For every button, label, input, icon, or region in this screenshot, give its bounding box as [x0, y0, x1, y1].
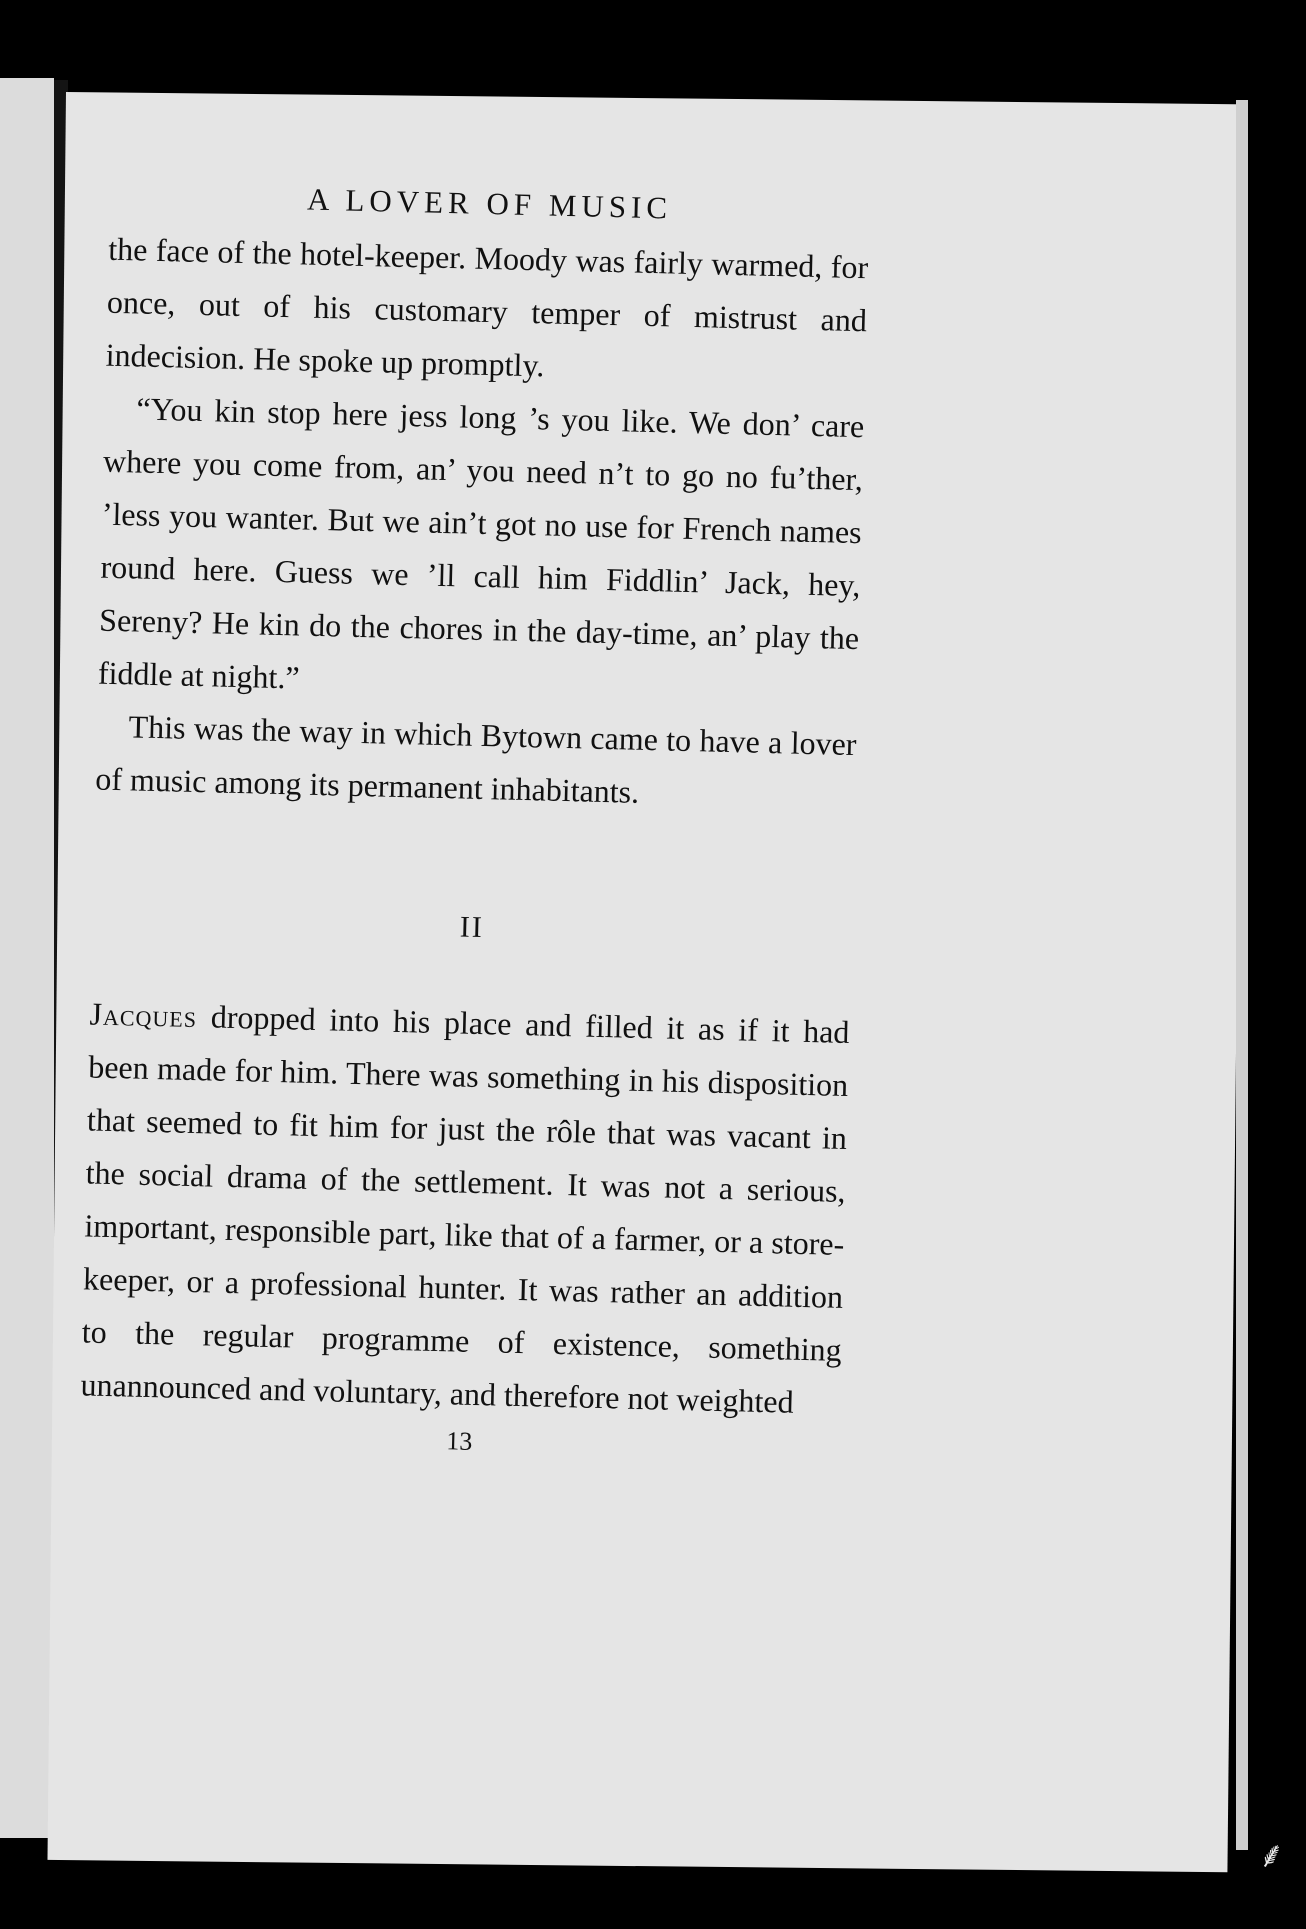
paragraph-1: the face of the hotel-keeper. Moody was fairly warmed, for once, out of his customary temper of mistrust and indecision. He spoke up promptly. [105, 230, 869, 384]
corner-mark-icon: ⸙ [1258, 1835, 1286, 1876]
section-number: II [459, 910, 485, 945]
paragraph-3: This was the way in which Bytown came to have a lover of music among its permanent inhabitants. [94, 708, 857, 810]
facing-page-edge [0, 78, 54, 1838]
section-paragraph [80, 987, 850, 1429]
section-paragraph-text: dropped into his place and filled it as if it had been made for him. There was something in his disposition that seemed to fit him for just the rôle that was vacant in the social drama of the settlement. It was not a serious, important, responsible part, like that of a farmer, or a store-keeper, or a professional hunter. It was rather an addition to the regular programme of existence, something unannounced and voluntary, and therefore not weighted [80, 998, 850, 1420]
page-number: 13 [445, 1426, 473, 1456]
page-content [79, 177, 870, 1466]
page-edge [1236, 100, 1248, 1850]
running-head: A LOVER OF MUSIC [306, 181, 673, 226]
drop-word: Jacques [89, 995, 198, 1035]
paragraph-2: “You kin stop here jess long ’s you like. We don’ care where you come from, an’ you need n’t to go no fu’ther, ’less you wanter. But we ain’t got no use for French names round here. Guess we ’ll call him Fiddlin’ Jack, hey, Sereny? He kin do the chores in the day-time, an’ play the fiddle at night.” [97, 390, 865, 696]
